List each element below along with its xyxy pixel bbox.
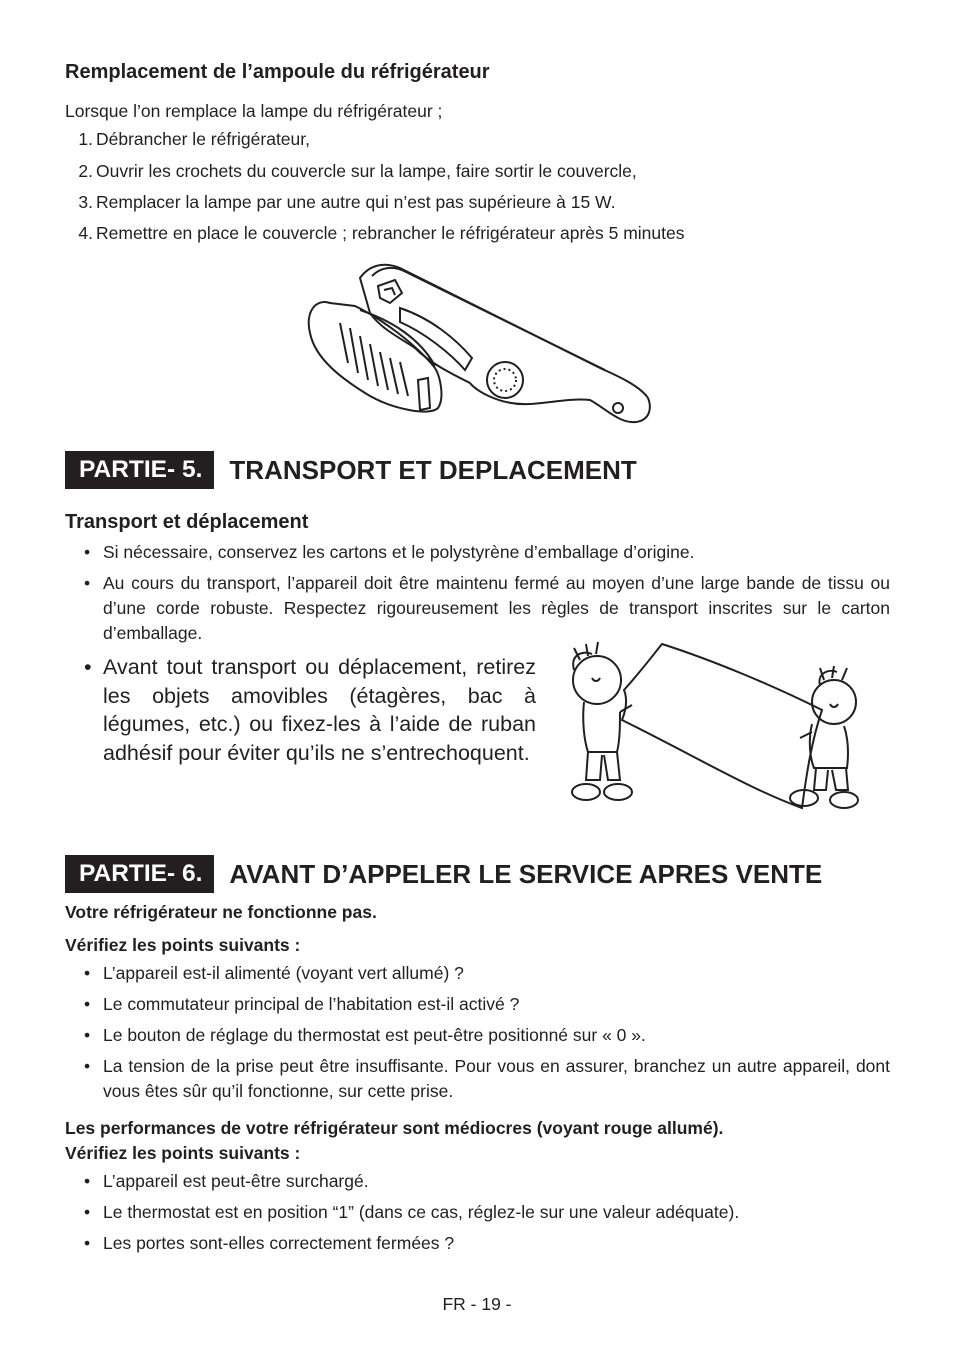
part6-title: AVANT D’APPELER LE SERVICE APRES VENTE — [229, 858, 823, 889]
lamp-step-2: 2. Ouvrir les crochets du couvercle sur la lampe, faire sortir le couvercle, — [78, 161, 637, 181]
lamp-heading: Remplacement de l’ampoule du réfrigérateur — [65, 61, 490, 83]
part5-title: TRANSPORT ET DEPLACEMENT — [229, 454, 637, 485]
lamp-step-1: 1. Débrancher le réfrigérateur, — [78, 129, 310, 149]
check1-text: Vérifiez les points suivants : — [65, 935, 301, 955]
problem1-text: Votre réfrigérateur ne fonctionne pas. — [65, 902, 377, 922]
transport-subheading: Transport et déplacement — [65, 511, 309, 533]
lamp-step-4: 4. Remettre en place le couvercle ; rebrancher le réfrigérateur après 5 minutes — [78, 223, 685, 243]
kids-carrying-fridge-illustration — [562, 640, 862, 815]
part5-header — [65, 451, 637, 489]
part6-label: PARTIE- 6. — [65, 855, 214, 893]
part6-header — [65, 855, 822, 893]
lamp-intro: Lorsque l’on remplace la lampe du réfrigérateur ; — [65, 101, 443, 121]
check2-text: Vérifiez les points suivants : — [65, 1143, 301, 1163]
lamp-step-3: 3. Remplacer la lampe par une autre qui n’est pas supérieure à 15 W. — [78, 192, 616, 212]
part5-label: PARTIE- 5. — [65, 451, 214, 489]
page-footer: FR - 19 - — [442, 1294, 512, 1314]
problem2-text: Les performances de votre réfrigérateur sont médiocres (voyant rouge allumé). — [65, 1118, 724, 1138]
lamp-cover-illustration — [300, 258, 655, 428]
